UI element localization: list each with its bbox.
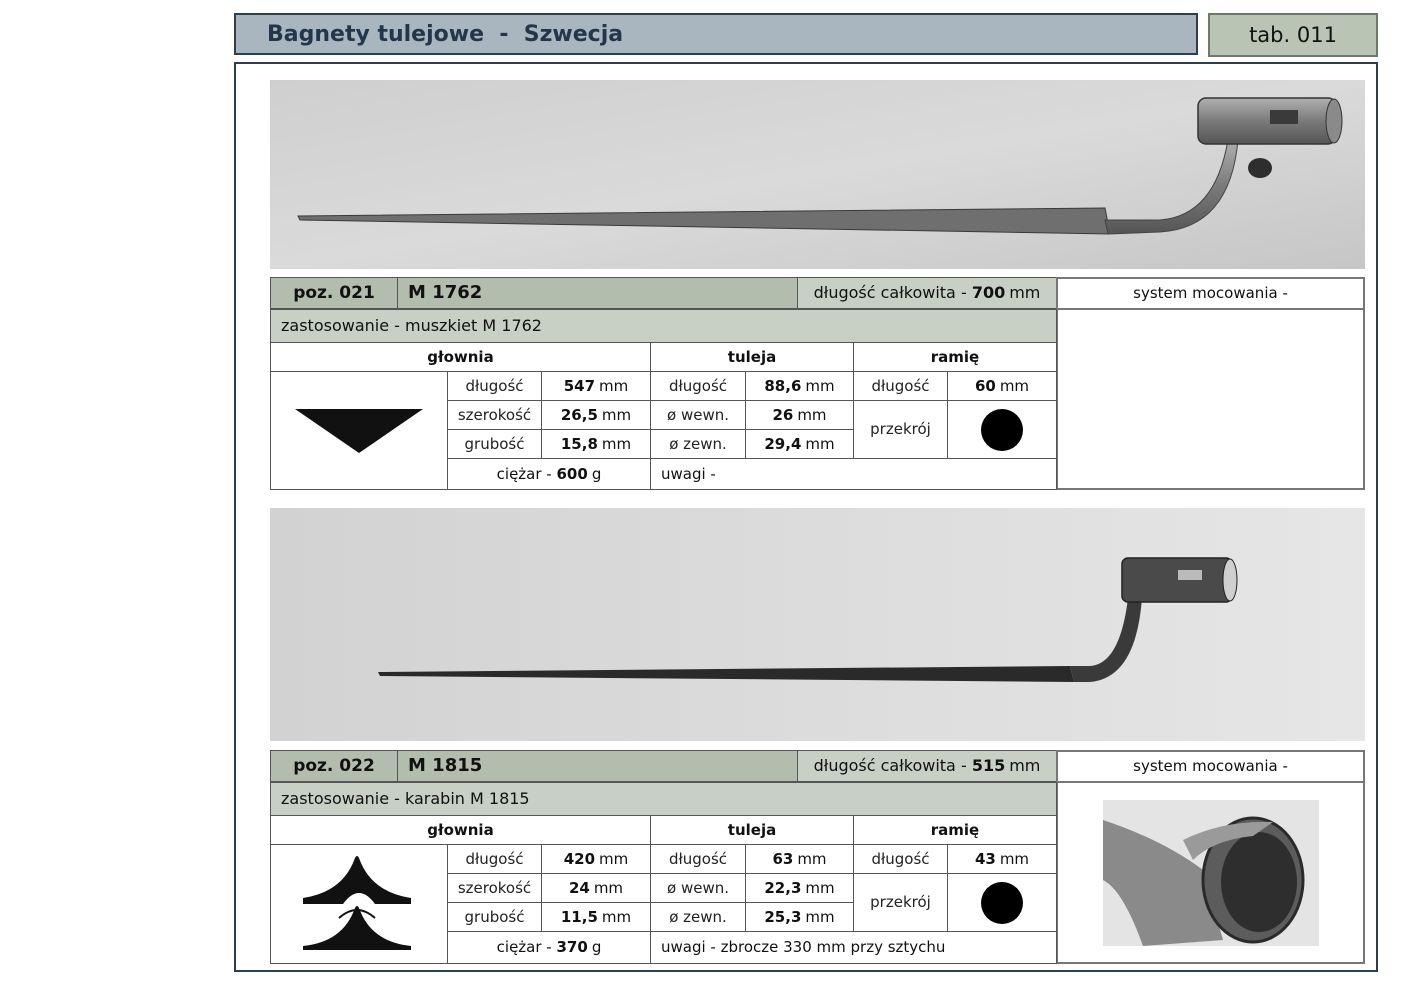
remarks: uwagi - zbrocze 330 mm przy sztychu xyxy=(650,931,1057,964)
arm-length-value xyxy=(947,371,1057,401)
blade-length-label: długość xyxy=(447,844,542,874)
usage: zastosowanie - muszkiet M 1762 xyxy=(270,309,1057,343)
socket-header: tuleja xyxy=(650,342,854,372)
weight xyxy=(447,458,651,490)
socket-outer-diameter-label: ø zewn. xyxy=(650,902,746,932)
weight xyxy=(447,931,651,964)
socket-inner-diameter-label: ø wewn. xyxy=(650,873,746,903)
round-arm-section-icon xyxy=(980,408,1024,452)
tab-number: tab. 011 xyxy=(1208,13,1378,57)
value: 420 xyxy=(563,849,596,868)
bayonet-photo-m1762 xyxy=(270,80,1365,269)
socket-length-label: długość xyxy=(650,844,746,874)
value: 24 xyxy=(568,878,590,897)
total-length xyxy=(797,750,1057,782)
unit: mm xyxy=(1009,283,1041,302)
page-title-bar xyxy=(234,13,1198,55)
weight-label: ciężar - xyxy=(496,938,552,956)
unit: g xyxy=(591,938,602,956)
weight-value: 600 xyxy=(556,464,588,483)
blade-header: głownia xyxy=(270,342,651,372)
item-number: poz. 022 xyxy=(270,750,398,782)
remarks: uwagi - xyxy=(650,458,1057,490)
socket-inner-diameter-value xyxy=(745,873,854,903)
value: 29,4 xyxy=(764,434,802,453)
arm-header: ramię xyxy=(853,342,1057,372)
value: 60 xyxy=(974,376,996,395)
value: 22,3 xyxy=(764,878,802,897)
blade-length-label: długość xyxy=(447,371,542,401)
unit: mm xyxy=(599,849,629,868)
unit: mm xyxy=(601,907,632,926)
total-length xyxy=(797,277,1057,309)
blade-thickness-label: grubość xyxy=(447,429,542,459)
value: 26,5 xyxy=(560,405,598,424)
blade-thickness-label: grubość xyxy=(447,902,542,932)
blade-section-cell xyxy=(270,371,448,490)
value: 11,5 xyxy=(560,907,598,926)
unit: mm xyxy=(999,376,1030,395)
unit: mm xyxy=(601,405,632,424)
socket-inner-diameter-label: ø wewn. xyxy=(650,400,746,430)
concave-blade-section-icon xyxy=(299,854,419,954)
model-name: M 1762 xyxy=(397,277,798,309)
unit: mm xyxy=(805,434,835,453)
socket-inner-diameter-value xyxy=(745,400,854,430)
blade-width-label: szerokość xyxy=(447,873,542,903)
socket-outer-diameter-value xyxy=(745,429,854,459)
value: 25,3 xyxy=(764,907,802,926)
arm-section-label: przekrój xyxy=(853,400,948,459)
unit: mm xyxy=(805,907,835,926)
blade-width-value xyxy=(541,873,651,903)
value: 63 xyxy=(772,849,794,868)
blade-thickness-value xyxy=(541,902,651,932)
blade-width-label: szerokość xyxy=(447,400,542,430)
socket-length-value xyxy=(745,844,854,874)
blade-length-value xyxy=(541,844,651,874)
blade-header: głownia xyxy=(270,815,651,845)
total-length-label: długość całkowita - xyxy=(813,756,967,775)
arm-header: ramię xyxy=(853,815,1057,845)
socket-length-label: długość xyxy=(650,371,746,401)
mount-system-image-area xyxy=(1056,781,1365,964)
unit: mm xyxy=(601,434,632,453)
value: 88,6 xyxy=(764,376,802,395)
socket-outer-diameter-label: ø zewn. xyxy=(650,429,746,459)
weight-label: ciężar - xyxy=(496,464,552,483)
mount-system-image-area xyxy=(1056,308,1365,490)
arm-section-cell xyxy=(947,400,1057,459)
arm-length-label: długość xyxy=(853,371,948,401)
total-length-label: długość całkowita - xyxy=(813,283,967,302)
unit: mm xyxy=(599,376,629,395)
round-arm-section-icon xyxy=(980,881,1024,925)
value: 15,8 xyxy=(560,434,598,453)
socket-detail-photo xyxy=(1103,800,1319,946)
unit: mm xyxy=(805,878,835,897)
unit: mm xyxy=(805,376,835,395)
blade-thickness-value xyxy=(541,429,651,459)
weight-value: 370 xyxy=(556,938,588,956)
blade-width-value xyxy=(541,400,651,430)
socket-outer-diameter-value xyxy=(745,902,854,932)
triangle-blade-section-icon xyxy=(289,401,429,461)
bayonet-photo-m1815 xyxy=(270,508,1365,741)
arm-section-label: przekrój xyxy=(853,873,948,932)
value: 26 xyxy=(772,405,794,424)
blade-length-value xyxy=(541,371,651,401)
arm-section-cell xyxy=(947,873,1057,932)
blade-section-cell xyxy=(270,844,448,964)
total-length-value: 700 xyxy=(971,283,1006,302)
unit: mm xyxy=(1009,756,1041,775)
arm-length-value xyxy=(947,844,1057,874)
mount-system-label: system mocowania - xyxy=(1056,750,1365,783)
usage: zastosowanie - karabin M 1815 xyxy=(270,782,1057,816)
unit: mm xyxy=(999,849,1030,868)
unit: mm xyxy=(593,878,624,897)
mount-system-label: system mocowania - xyxy=(1056,277,1365,310)
page-title: Bagnety tulejowe - Szwecja xyxy=(267,22,624,47)
arm-length-label: długość xyxy=(853,844,948,874)
value: 547 xyxy=(563,376,596,395)
socket-header: tuleja xyxy=(650,815,854,845)
unit: g xyxy=(591,464,602,483)
item-number: poz. 021 xyxy=(270,277,398,309)
socket-length-value xyxy=(745,371,854,401)
unit: mm xyxy=(797,849,827,868)
value: 43 xyxy=(974,849,996,868)
total-length-value: 515 xyxy=(971,756,1006,775)
unit: mm xyxy=(797,405,827,424)
model-name: M 1815 xyxy=(397,750,798,782)
